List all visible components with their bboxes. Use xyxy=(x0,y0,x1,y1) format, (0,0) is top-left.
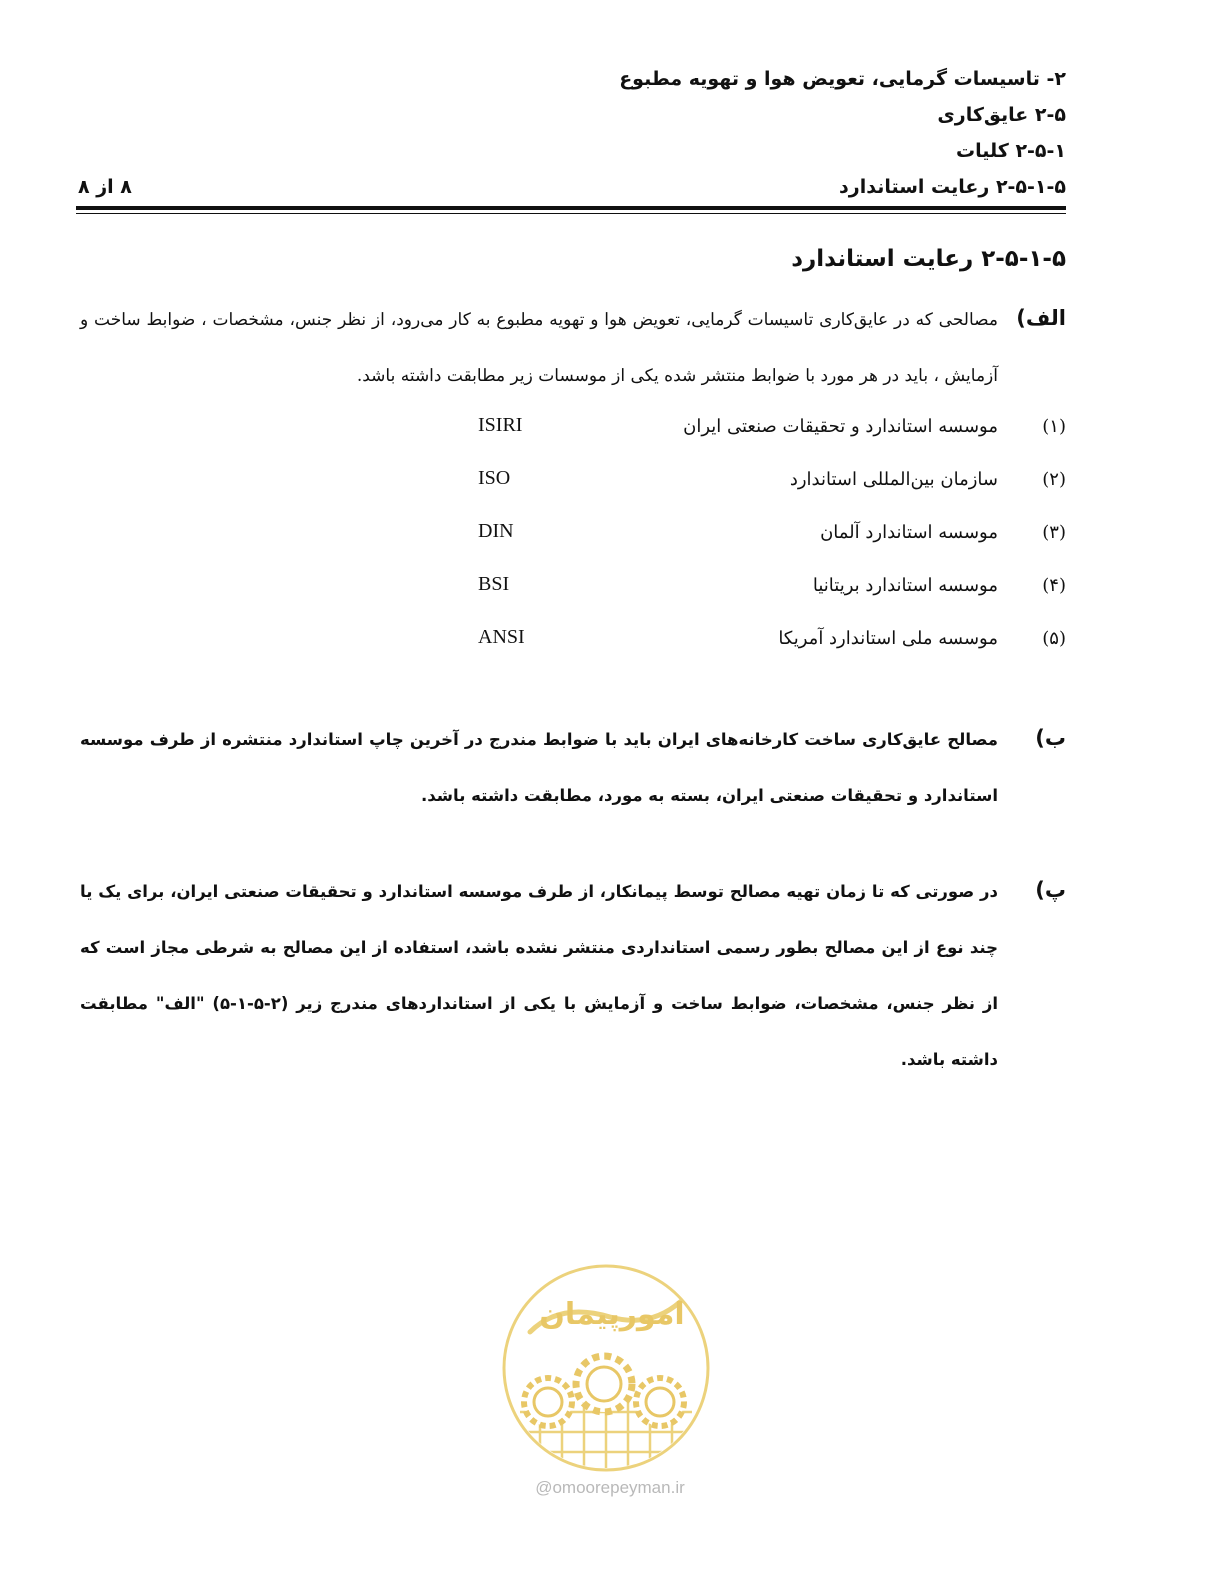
gear-icon xyxy=(524,1378,572,1426)
paragraph-p-marker: پ) xyxy=(1035,878,1066,902)
logo-text: امورپیمان xyxy=(539,1297,685,1332)
watermark-logo xyxy=(500,1262,712,1474)
list-item-number: (۴) xyxy=(1042,575,1066,596)
header-section: ۲-۵ عایق‌کاری xyxy=(937,104,1066,126)
gear-icon xyxy=(636,1378,684,1426)
paragraph-p-text: در صورتی که تا زمان تهیه مصالح توسط پیمانکار، از طرف موسسه استاندارد و تحقیقات صنعتی ایران، برای یک یا چند نوع از این مصالح بطور رسمی استانداردی منتشر نشده باشد، استفاده از این مصالح به شرطی مجاز است که از نظر جنس، مشخصات، ضوابط ساخت و آزمایش با یکی از استانداردهای مندرج زیر (۲-۵-۱-۵) "الف" مطابقت داشته باشد. xyxy=(80,882,999,1069)
header-topic: ۲-۵-۱-۵ رعایت استاندارد xyxy=(839,176,1066,198)
list-item-name: موسسه ملی استاندارد آمریکا xyxy=(778,628,998,649)
header-subsection: ۲-۵-۱ کلیات xyxy=(956,140,1066,162)
list-item-name: سازمان بین‌المللی استاندارد xyxy=(789,469,998,490)
page-number: ۸ از ۸ xyxy=(78,176,132,198)
list-item-code: ANSI xyxy=(478,626,525,648)
list-item-name: موسسه استاندارد بریتانیا xyxy=(812,575,998,596)
list-item-number: (۳) xyxy=(1042,522,1066,543)
header-rule-thin xyxy=(76,213,1066,214)
paragraph-a-text: مصالحی که در عایق‌کاری تاسیسات گرمایی، تعویض هوا و تهویه مطبوع به کار می‌رود، از نظر جنس، مشخصات ، ضوابط ساخت و آزمایش ، باید در هر مورد با ضوابط منتشر شده یکی از موسسات زیر مطابقت داشته باشد. xyxy=(80,310,998,386)
list-item-code: DIN xyxy=(478,520,514,542)
list-item-code: BSI xyxy=(478,573,510,595)
list-item-number: (۵) xyxy=(1042,628,1066,649)
section-title: ۲-۵-۱-۵ رعایت استاندارد xyxy=(791,246,1066,272)
list-item-name: موسسه استاندارد آلمان xyxy=(820,522,998,543)
paragraph-a-marker: الف) xyxy=(1016,306,1066,330)
list-item-number: (۲) xyxy=(1042,469,1066,490)
watermark-site: @omoorepeyman.ir xyxy=(535,1478,685,1497)
list-item-code: ISO xyxy=(478,467,511,489)
list-item-code: ISIRI xyxy=(478,414,523,436)
gear-icon xyxy=(576,1356,632,1412)
list-item-name: موسسه استاندارد و تحقیقات صنعتی ایران xyxy=(683,416,998,437)
header-rule-thick xyxy=(76,206,1066,210)
paragraph-b-marker: ب) xyxy=(1035,726,1066,750)
header-chapter: ۲- تاسیسات گرمایی، تعویض هوا و تهویه مطبوع xyxy=(619,68,1066,90)
list-item-number: (۱) xyxy=(1042,416,1066,437)
paragraph-b-text: مصالح عایق‌کاری ساخت کارخانه‌های ایران باید با ضوابط مندرج در آخرین چاپ استاندارد منتشره از طرف موسسه استاندارد و تحقیقات صنعتی ایران، بسته به مورد، مطابقت داشته باشد. xyxy=(80,730,998,805)
